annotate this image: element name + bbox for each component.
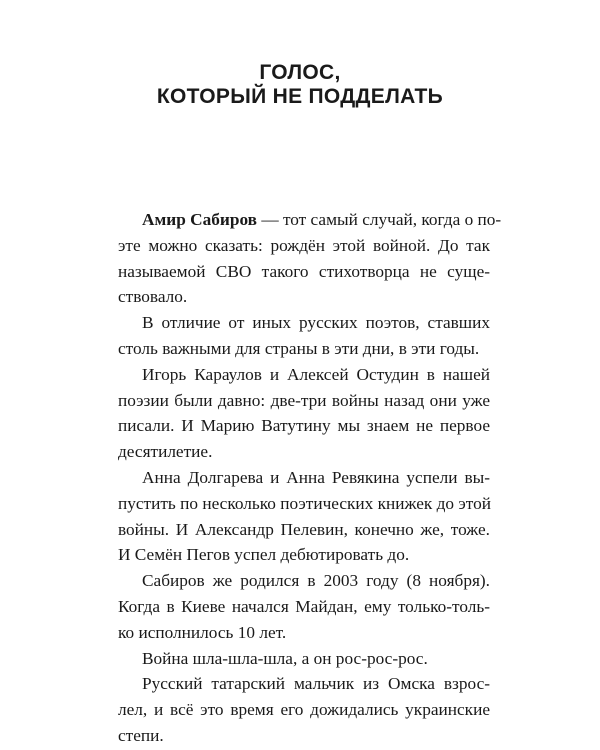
paragraph-3-line-3: писали. И Марию Ватутину мы знаем не первое [118, 416, 490, 436]
paragraph-3-line-1: Игорь Караулов и Алексей Остудин в нашей [142, 364, 490, 384]
paragraph-2-line-2: столь важными для страны в эти дни, в эти годы. [118, 338, 480, 358]
paragraph-1-line-4: ствовало. [118, 287, 188, 307]
paragraph-3-line-2: поэзии были давно: две-три войны назад они уже [118, 390, 490, 410]
paragraph-7-line-3: степи. [118, 725, 164, 745]
paragraph-4-line-1: Анна Долгарева и Анна Ревякина успели вы- [142, 467, 490, 487]
chapter-title-line-1: ГОЛОС, [259, 61, 341, 84]
paragraph-1-line-3: называемой СВО такого стихотворца не суще- [118, 261, 490, 281]
chapter-title-line-2: КОТОРЫЙ НЕ ПОДДЕЛАТЬ [156, 85, 444, 108]
paragraph-5-line-3: ко исполнилось 10 лет. [118, 622, 287, 642]
paragraph-6-line-1: Война шла-шла-шла, а он рос-рос-рос. [142, 648, 428, 668]
paragraph-4-line-2: пустить по несколько поэтических книжек до этой [118, 493, 492, 513]
paragraph-1-line-1-rest: — тот самый случай, когда о по- [257, 210, 502, 229]
chapter-body [118, 207, 502, 749]
paragraph-4-line-3: войны. И Александр Пелевин, конечно же, тоже. [118, 519, 490, 539]
paragraph-4-line-4: И Семён Пегов успел дебютировать до. [118, 545, 410, 565]
paragraph-3-line-4: десятилетие. [118, 442, 213, 462]
paragraph-7-line-1: Русский татарский мальчик из Омска взрос- [142, 674, 490, 694]
author-name: Амир Сабиров [142, 210, 258, 229]
paragraph-1-line-1 [118, 207, 502, 233]
paragraph-2-line-1: В отличие от иных русских поэтов, ставших [142, 313, 490, 333]
paragraph-7-line-2: лел, и всё это время его дожидались украинские [118, 700, 490, 720]
paragraph-5-line-2: Когда в Киеве начался Майдан, ему только-толь- [118, 596, 490, 616]
paragraph-5-line-1: Сабиров же родился в 2003 году (8 ноября). [142, 571, 490, 591]
paragraph-1-line-2: эте можно сказать: рождён этой войной. До так [118, 235, 490, 255]
